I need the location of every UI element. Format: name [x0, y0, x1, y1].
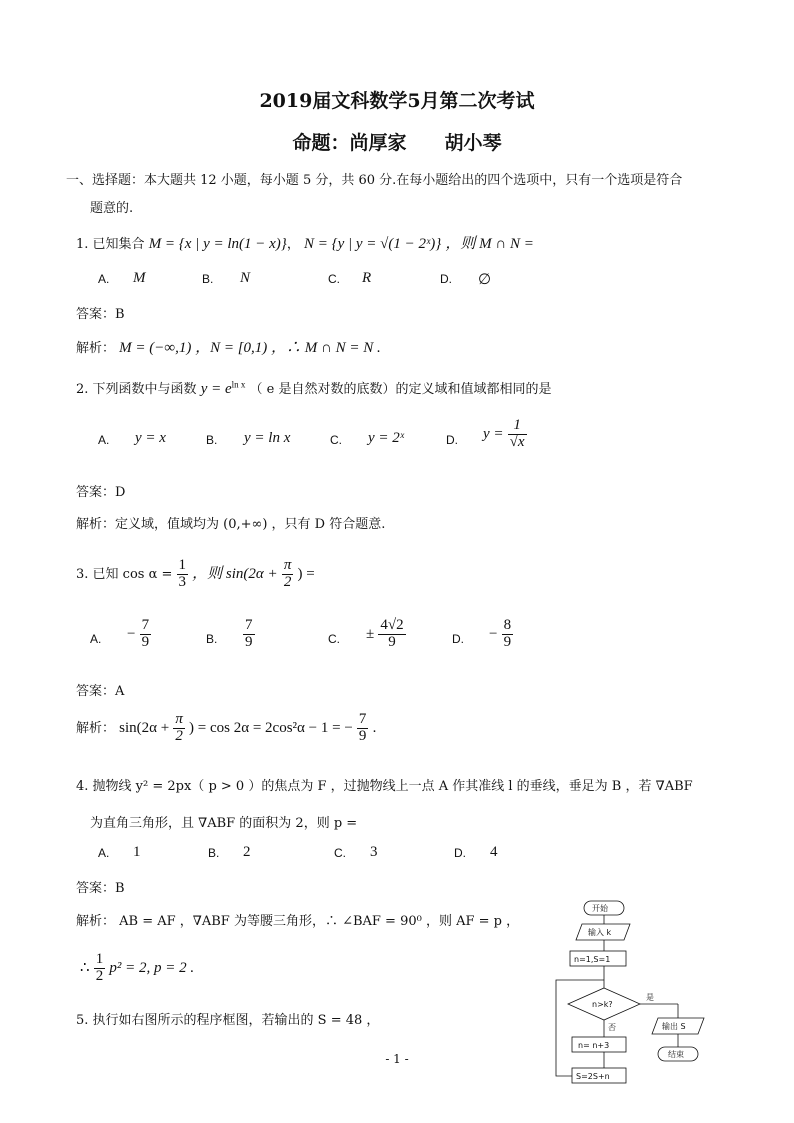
q3-option-b-fraction	[243, 618, 255, 651]
q2-answer: 答案：D	[76, 485, 126, 500]
q1-option-c-label: C.	[328, 272, 340, 286]
q1-option-a-value: M	[133, 270, 146, 286]
q3-option-d-den: 9	[503, 633, 512, 650]
q3-option-a-num: 7	[141, 617, 150, 633]
flowchart-yes-label: 是	[646, 993, 654, 1002]
q4-therefore: ∴	[80, 959, 90, 976]
q3-option-a-value	[127, 618, 151, 651]
q3-pi-num: π	[283, 557, 292, 573]
q3-analysis-b: ) = cos 2α = 2cos²α − 1 = −	[189, 719, 353, 736]
q1-analysis-label: 解析：	[76, 341, 116, 356]
q3-option-a-label: A.	[90, 632, 102, 646]
q3-cos-num: 1	[178, 557, 187, 573]
q4-option-b-label: B.	[208, 846, 220, 860]
q3-option-d-num: 8	[503, 617, 512, 633]
q4-option-d-label: D.	[454, 846, 466, 860]
q2-option-a-value: y = x	[135, 430, 166, 446]
q3-analysis-a: sin(2α +	[119, 719, 170, 736]
q1-comma: ，	[286, 237, 300, 252]
q1-option-d-value: ∅	[478, 272, 492, 288]
q3-option-a-fraction	[140, 618, 152, 651]
q2-func: y = e	[200, 381, 232, 397]
q1-option-b-label: B.	[202, 272, 214, 286]
q3-end: ) =	[297, 565, 315, 582]
q3-mid: ，则 sin(2α +	[192, 565, 278, 582]
q4-option-c-label: C.	[334, 846, 346, 860]
q3-stem	[76, 558, 315, 591]
q4-option-a-value: 1	[133, 844, 141, 860]
flowchart-end-text: 结束	[668, 1050, 684, 1059]
q3-analysis-end: .	[372, 719, 377, 736]
flowchart-init-text: n=1,S=1	[574, 955, 611, 964]
q3-option-a-den: 9	[141, 633, 150, 650]
q2-prefix: 2. 下列函数中与函数	[76, 382, 197, 397]
q3-analysis-den: 9	[358, 727, 367, 744]
q2-option-a-label: A.	[98, 433, 110, 447]
q3-option-b-label: B.	[206, 632, 218, 646]
q2-option-c-label: C.	[330, 433, 342, 447]
flowchart-no-label: 否	[608, 1023, 616, 1032]
q3-option-c-sign: ±	[366, 625, 375, 642]
q2-option-d-fraction	[508, 418, 527, 451]
q3-option-c-label: C.	[328, 632, 340, 646]
q4-half-fraction	[94, 952, 106, 985]
q2-option-d-label: D.	[446, 433, 458, 447]
q3-option-b-num: 7	[245, 617, 253, 633]
q4-option-d-value: 4	[490, 844, 498, 860]
q2-stem	[76, 378, 552, 398]
q3-cos-den: 3	[178, 573, 187, 590]
q2-option-b-value: y = ln x	[244, 430, 291, 446]
q1-analysis	[76, 336, 381, 357]
q1-prefix: 1. 已知集合	[76, 237, 145, 252]
q4-half-num: 1	[95, 951, 104, 967]
q1-option-d-label: D.	[440, 272, 452, 286]
q4-stem-line2: 为直角三角形，且 ∇ABF 的面积为 2，则 p =	[90, 816, 358, 831]
q4-analysis-line2-text: p² = 2, p = 2 .	[109, 959, 195, 976]
q1-set-m: M = {x | y = ln(1 − x)}	[148, 236, 287, 252]
q4-option-a-label: A.	[98, 846, 110, 860]
q2-option-b-label: B.	[206, 433, 218, 447]
q4-option-b-value: 2	[243, 844, 251, 860]
q4-analysis-line1: 解析： AB = AF ，∇ABF 为等腰三角形，∴ ∠BAF = 90⁰ ，则 AF = p ，	[76, 914, 520, 929]
page-number: - 1 -	[385, 1052, 409, 1066]
q5-stem: 5. 执行如右图所示的程序框图，若输出的 S = 48 ，	[76, 1013, 380, 1028]
q1-option-a-label: A.	[98, 272, 110, 286]
q3-option-a-sign: −	[127, 625, 136, 642]
q1-option-b-value: N	[240, 270, 251, 286]
q3-analysis-result-fraction	[357, 712, 369, 745]
q4-analysis-line2	[80, 952, 194, 985]
q3-analysis-label: 解析：	[76, 720, 116, 736]
section-intro-line2: 题意的.	[90, 201, 134, 216]
q3-pi-den: 2	[283, 573, 292, 590]
section-intro-line1: 一、选择题：本大题共 12 小题，每小题 5 分，共 60 分.在每小题给出的四个选项中，只有一个选项是符合	[66, 173, 683, 188]
q2-option-d-value	[483, 418, 527, 451]
q2-option-d-den: √x	[509, 433, 525, 450]
q3-analysis	[76, 712, 376, 745]
exam-authors: 命题：尚厚家 胡小琴	[292, 132, 502, 154]
flowchart-cond-text: n>k?	[592, 1000, 613, 1009]
q3-prefix: 3. 已知 cos α =	[76, 566, 173, 582]
q2-option-d-lhs: y =	[483, 425, 504, 442]
q2-option-c-value: y = 2ˣ	[368, 430, 405, 446]
q4-option-c-value: 3	[370, 844, 378, 860]
q3-pi-fraction	[282, 558, 294, 591]
q1-answer: 答案：B	[76, 307, 125, 322]
q3-option-d-value	[489, 618, 513, 651]
q1-analysis-text: M = (−∞,1) ，N = [0,1) ，∴ M ∩ N = N .	[119, 340, 381, 356]
q1-option-c-value: R	[362, 270, 372, 286]
q1-set-n: N = {y | y = √(1 − 2ˣ)}	[303, 236, 442, 252]
q3-option-c-den: 9	[388, 633, 396, 650]
q4-answer: 答案：B	[76, 881, 125, 896]
q3-option-b-value	[243, 618, 255, 651]
q2-stem-rest: （ e 是自然对数的底数）的定义域和值域都相同的是	[249, 382, 552, 397]
q3-option-b-den: 9	[245, 633, 253, 650]
q2-option-d-num: 1	[508, 418, 527, 435]
q3-option-c-num: 4√2	[380, 617, 404, 633]
flowchart-output-text: 输出 S	[662, 1022, 686, 1031]
q1-stem	[76, 232, 534, 253]
flowchart-update-n-text: n= n+3	[578, 1041, 610, 1050]
q4-stem-line1: 4. 抛物线 y² = 2px（ p > 0 ）的焦点为 F ，过抛物线上一点 A 作其准线 l 的垂线，垂足为 B ，若 ∇ABF	[76, 779, 693, 794]
q3-cos-fraction	[177, 558, 189, 591]
q3-option-c-value	[366, 618, 406, 651]
flowchart-input-text: 输入 k	[588, 928, 612, 937]
flowchart-start-text: 开始	[592, 904, 608, 913]
q2-func-exp: ln x	[231, 379, 246, 390]
q3-analysis-pi-num: π	[175, 711, 183, 727]
q3-option-d-sign: −	[489, 625, 498, 642]
q3-option-d-label: D.	[452, 632, 464, 646]
q3-analysis-pi-fraction	[173, 712, 185, 745]
q3-analysis-num: 7	[358, 711, 367, 727]
q3-analysis-pi-den: 2	[175, 727, 183, 744]
q4-half-den: 2	[95, 967, 104, 984]
exam-title: 2019届文科数学5月第二次考试	[259, 90, 535, 112]
flowchart-update-s-text: S=2S+n	[576, 1072, 610, 1081]
q1-ask: ，则 M ∩ N =	[445, 236, 534, 252]
q3-answer: 答案：A	[76, 684, 125, 699]
q3-option-c-fraction	[378, 618, 405, 651]
q3-option-d-fraction	[502, 618, 514, 651]
q2-analysis: 解析：定义域，值域均为 (0,+∞) ，只有 D 符合题意.	[76, 517, 386, 532]
